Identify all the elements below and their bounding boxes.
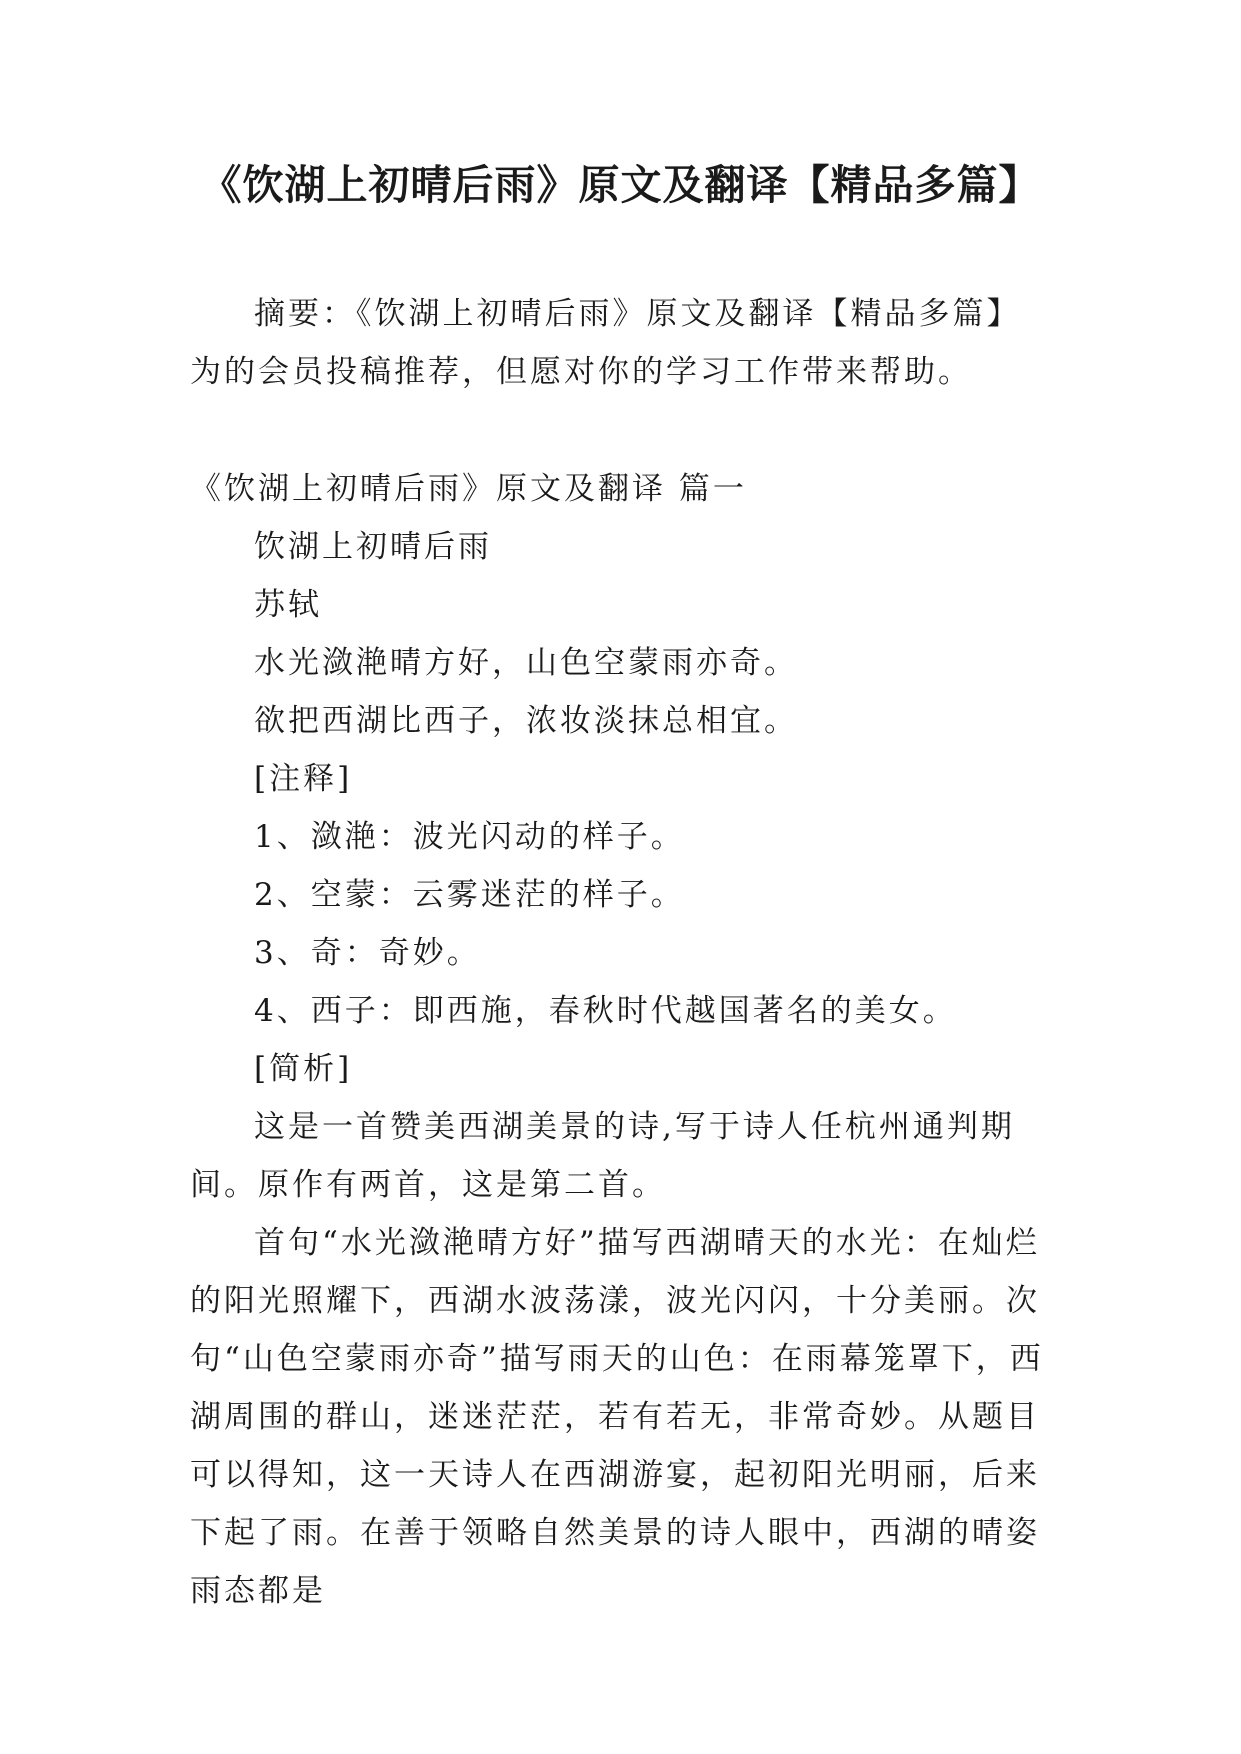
notes-label: [注释] [254,761,353,797]
poem-line-1: 水光潋滟晴方好，山色空蒙雨亦奇。 [254,645,798,681]
analysis-paragraph-1: 这是一首赞美西湖美景的诗,写于诗人任杭州通判期间。原作有两首，这是第二首。 [190,1109,1015,1203]
abstract-paragraph: 摘要：《饮湖上初晴后雨》原文及翻译【精品多篇】为的会员投稿推荐，但愿对你的学习工作带来帮助。 [190,296,1021,390]
poem-line-2: 欲把西湖比西子，浓妆淡抹总相宜。 [254,703,798,739]
document-title: 《饮湖上初晴后雨》原文及翻译【精品多篇】 [200,161,1041,209]
note-4: 4、西子：即西施，春秋时代越国著名的美女。 [254,993,957,1029]
note-2: 2、空蒙：云雾迷茫的样子。 [254,877,685,913]
section-heading: 《饮湖上初晴后雨》原文及翻译 篇一 [190,471,747,507]
note-1: 1、潋滟：波光闪动的样子。 [254,819,685,855]
poem-title: 饮湖上初晴后雨 [254,529,492,565]
abstract-block [190,285,1050,401]
note-3: 3、奇：奇妙。 [254,935,481,971]
analysis-label: [简析] [254,1051,353,1087]
poem-author: 苏轼 [254,587,322,623]
analysis-paragraph-2: 首句“水光潋滟晴方好”描写西湖晴天的水光：在灿烂的阳光照耀下，西湖水波荡漾，波光闪闪，十分美丽。次句“山色空蒙雨亦奇”描写雨天的山色：在雨幕笼罩下，西湖周围的群山，迷迷茫茫，若有若无，非常奇妙。从题目可以得知，这一天诗人在西湖游宴，起初阳光明丽，后来下起了雨。在善于领略自然美景的诗人眼中，西湖的晴姿雨态都是 [190,1225,1044,1609]
article-body [190,460,1050,1620]
